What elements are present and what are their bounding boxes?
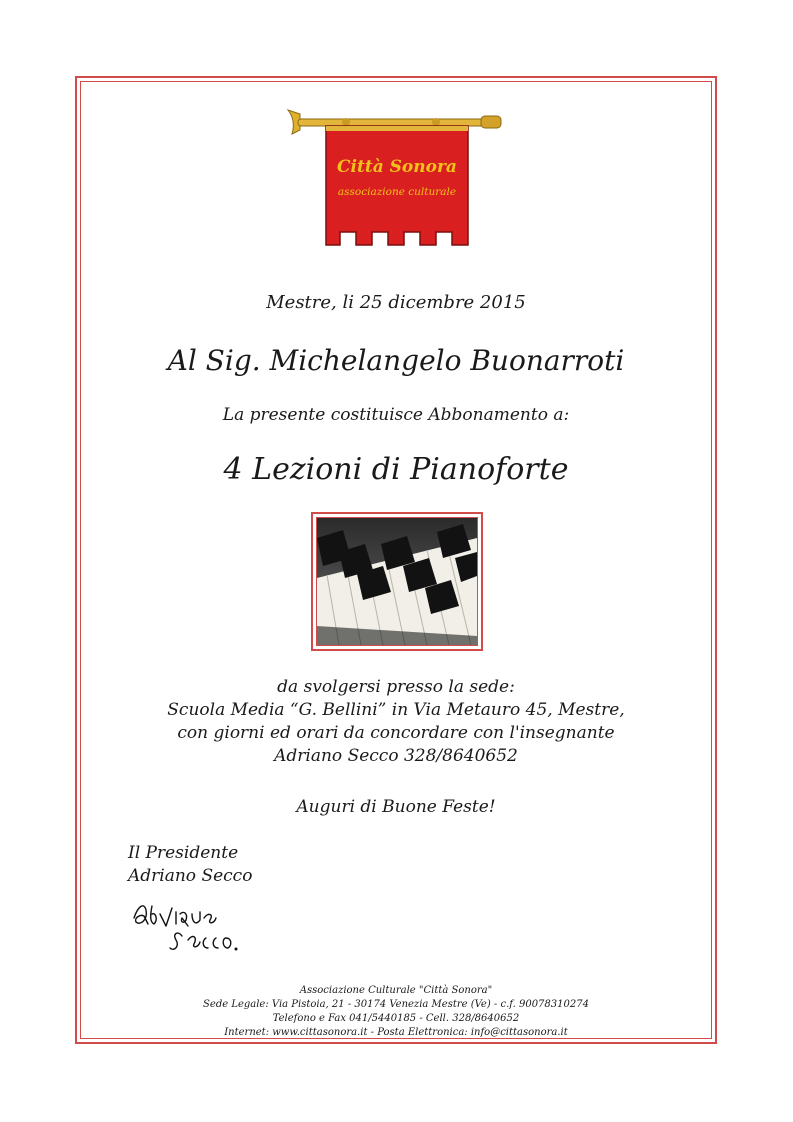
details-line: con giorni ed orari da concordare con l'insegnante: [177, 723, 615, 743]
footer-line: Associazione Culturale "Città Sonora": [299, 985, 493, 996]
signature-icon: [130, 896, 242, 958]
lesson-details: [80, 676, 712, 768]
logo-title: Città Sonora: [337, 157, 457, 177]
footer-line: Internet: www.cittasonora.it - Posta Elettronica: info@cittasonora.it: [224, 1027, 568, 1038]
piano-keys-photo: [311, 512, 483, 651]
intro-line: La presente costituisce Abbonamento a:: [222, 405, 570, 425]
piano-keys-icon: [317, 518, 477, 645]
footer-line: Telefono e Fax 041/5440185 - Cell. 328/8640652: [272, 1013, 520, 1024]
footer-contact: [80, 984, 712, 1040]
logo-subtitle: associazione culturale: [337, 186, 457, 198]
details-line: Adriano Secco 328/8640652: [274, 746, 518, 766]
details-line: da svolgersi presso la sede:: [277, 677, 515, 697]
recipient-name: Al Sig. Michelangelo Buonarroti: [167, 344, 625, 377]
signatory-name: Adriano Secco: [128, 866, 253, 886]
trumpet-banner-icon: [286, 100, 508, 248]
letter-date: Mestre, li 25 dicembre 2015: [266, 292, 526, 313]
signatory-role: Il Presidente: [128, 843, 239, 863]
course-title: 4 Lezioni di Pianoforte: [223, 452, 569, 487]
details-line: Scuola Media “G. Bellini” in Via Metauro 45, Mestre,: [167, 700, 625, 720]
handwritten-signature: [130, 896, 242, 958]
citta-sonora-logo: [286, 100, 508, 248]
footer-line: Sede Legale: Via Pistoia, 21 - 30174 Venezia Mestre (Ve) - c.f. 90078310274: [203, 999, 589, 1010]
signatory-block: [128, 842, 252, 888]
holiday-wishes: Auguri di Buone Feste!: [296, 797, 496, 817]
